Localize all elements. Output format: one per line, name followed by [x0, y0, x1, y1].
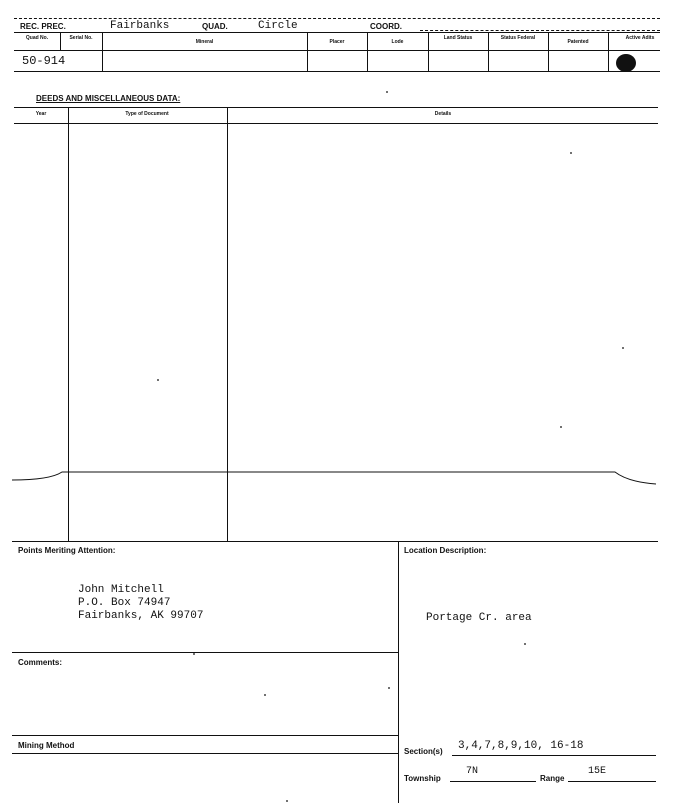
scan-speck: [622, 347, 624, 349]
township-line: [450, 781, 536, 782]
deeds-col-details: Details: [434, 111, 452, 117]
header-rule-1: [14, 32, 660, 33]
deeds-col-type: Type of Document: [125, 111, 169, 117]
header-top-rule: [14, 18, 660, 19]
coord-dashes: [420, 30, 660, 31]
sections-value: 3,4,7,8,9,10, 16-18: [458, 740, 584, 752]
scan-speck: [264, 694, 266, 696]
sections-label: Section(s): [404, 747, 443, 756]
scan-speck: [560, 426, 562, 428]
col-mineral: Mineral: [195, 39, 214, 45]
deeds-rule-top: [14, 107, 658, 108]
col-sep-mineral: [102, 32, 103, 71]
deeds-rule-header: [14, 123, 658, 124]
col-sep-adits: [608, 32, 609, 71]
address-line: P.O. Box 74947: [78, 597, 171, 609]
header-rule-2: [14, 50, 660, 51]
scan-speck: [570, 152, 572, 154]
deeds-curved-rule: [10, 462, 660, 492]
col-serial-no: Serial No.: [69, 35, 93, 41]
coord-label: COORD.: [370, 22, 402, 31]
range-value: 15E: [588, 766, 607, 777]
mining-rule: [12, 735, 398, 736]
col-placer: Placer: [329, 39, 345, 45]
lower-col-sep: [398, 541, 399, 803]
col-sep-land: [428, 32, 429, 71]
lower-rule-top: [12, 541, 658, 542]
address-line: John Mitchell: [78, 584, 164, 596]
quad-no-value: 50-914: [22, 54, 66, 68]
scan-speck: [193, 653, 195, 655]
location-value: Portage Cr. area: [426, 612, 532, 624]
scan-speck: [388, 687, 390, 689]
deeds-title: DEEDS AND MISCELLANEOUS DATA:: [36, 94, 181, 103]
comments-label: Comments:: [18, 658, 63, 667]
range-label: Range: [540, 774, 565, 783]
header-rule-3: [14, 71, 660, 72]
scan-speck: [386, 91, 388, 93]
col-land-status: Land Status: [443, 35, 473, 41]
sections-line: [452, 755, 656, 756]
township-value: 7N: [466, 766, 479, 777]
scan-speck: [286, 800, 288, 802]
col-lode: Lode: [391, 39, 404, 45]
col-status-federal: Status Federal: [500, 35, 536, 41]
quad-value: Circle: [258, 20, 298, 32]
col-sep-placer: [307, 32, 308, 71]
township-label: Township: [404, 774, 441, 783]
col-sep-patented: [548, 32, 549, 71]
col-patented: Patented: [567, 39, 589, 45]
active-adits-blot: [616, 54, 636, 72]
rec-prec-value: Fairbanks: [110, 20, 170, 32]
col-sep-lode: [367, 32, 368, 71]
points-address: [78, 584, 203, 623]
deeds-col-year: Year: [35, 111, 47, 117]
range-line: [568, 781, 656, 782]
points-label: Points Meriting Attention:: [18, 546, 116, 555]
mining-rule-bottom: [12, 753, 398, 754]
col-sep-serial: [60, 32, 61, 50]
col-active-adits: Active Adits: [625, 35, 655, 41]
scan-speck: [157, 379, 159, 381]
address-line: Fairbanks, AK 99707: [78, 610, 204, 622]
col-quad-no: Quad No.: [25, 35, 49, 41]
scan-speck: [524, 643, 526, 645]
mining-label: Mining Method: [18, 741, 75, 750]
quad-label: QUAD.: [202, 22, 228, 31]
col-sep-status: [488, 32, 489, 71]
rec-prec-label: REC. PREC.: [20, 22, 66, 31]
comments-rule: [12, 652, 398, 653]
location-label: Location Description:: [404, 546, 487, 555]
